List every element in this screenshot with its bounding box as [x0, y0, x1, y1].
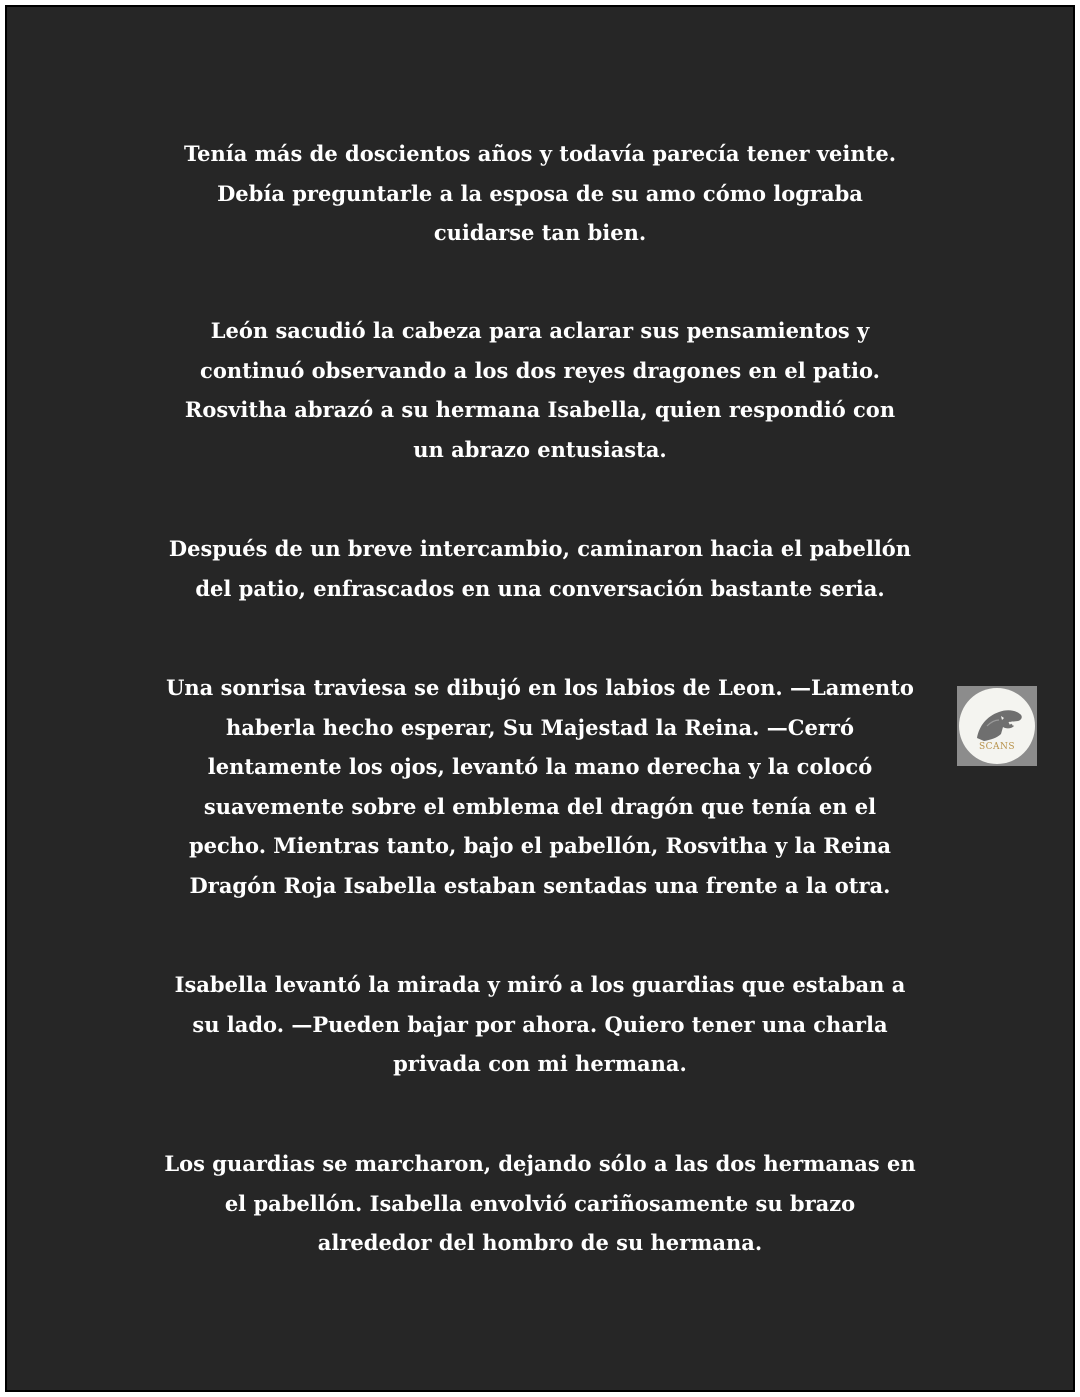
watermark-text: SCANS — [978, 742, 1016, 752]
paragraph-line: haberla hecho esperar, Su Majestad la Reina. —Cerró — [225, 714, 854, 740]
paragraph-line: cuidarse tan bien. — [433, 220, 647, 245]
scanlation-watermark — [957, 686, 1037, 766]
paragraph-6 — [145, 1144, 935, 1263]
paragraph-5 — [145, 965, 935, 1084]
paragraph-line: Una sonrisa traviesa se dibujó en los labios de Leon. —Lamento — [166, 675, 914, 700]
paragraph-4 — [145, 668, 935, 905]
paragraph-line: un abrazo entusiasta. — [413, 436, 667, 462]
paragraph-line: alrededor del hombro de su hermana. — [317, 1230, 763, 1255]
dinosaur-logo-icon — [957, 686, 1037, 766]
paragraph-line: del patio, enfrascados en una conversación bastante seria. — [195, 575, 885, 601]
paragraph-line: pecho. Mientras tanto, bajo el pabellón, Rosvitha y la Reina — [188, 833, 892, 858]
paragraph-3 — [145, 529, 935, 608]
paragraph-line: Tenía más de doscientos años y todavía parecía tener veinte. — [183, 141, 897, 166]
paragraph-line: Isabella levantó la mirada y miró a los guardias que estaban a — [174, 972, 906, 997]
paragraph-line: Debía preguntarle a la esposa de su amo cómo lograba — [217, 180, 863, 206]
paragraph-line: suavemente sobre el emblema del dragón que tenía en el — [203, 793, 877, 819]
paragraph-line: continuó observando a los dos reyes dragones en el patio. — [200, 357, 880, 383]
paragraph-line: lentamente los ojos, levantó la mano derecha y la colocó — [207, 754, 873, 779]
paragraph-line: el pabellón. Isabella envolvió cariñosamente su brazo — [224, 1190, 856, 1216]
paragraph-line: León sacudió la cabeza para aclarar sus pensamientos y — [210, 318, 870, 343]
paragraph-line: Después de un breve intercambio, caminaron hacia el pabellón — [168, 536, 912, 561]
paragraph-line: privada con mi hermana. — [393, 1051, 687, 1076]
paragraph-2 — [145, 311, 935, 469]
paragraph-1 — [145, 134, 935, 253]
paragraph-line: Los guardias se marcharon, dejando sólo a las dos hermanas en — [164, 1151, 916, 1176]
paragraph-line: su lado. —Pueden bajar por ahora. Quiero tener una charla — [192, 1011, 888, 1037]
paragraph-line: Dragón Roja Isabella estaban sentadas una frente a la otra. — [189, 872, 891, 898]
paragraph-line: Rosvitha abrazó a su hermana Isabella, quien respondió con — [184, 397, 896, 422]
